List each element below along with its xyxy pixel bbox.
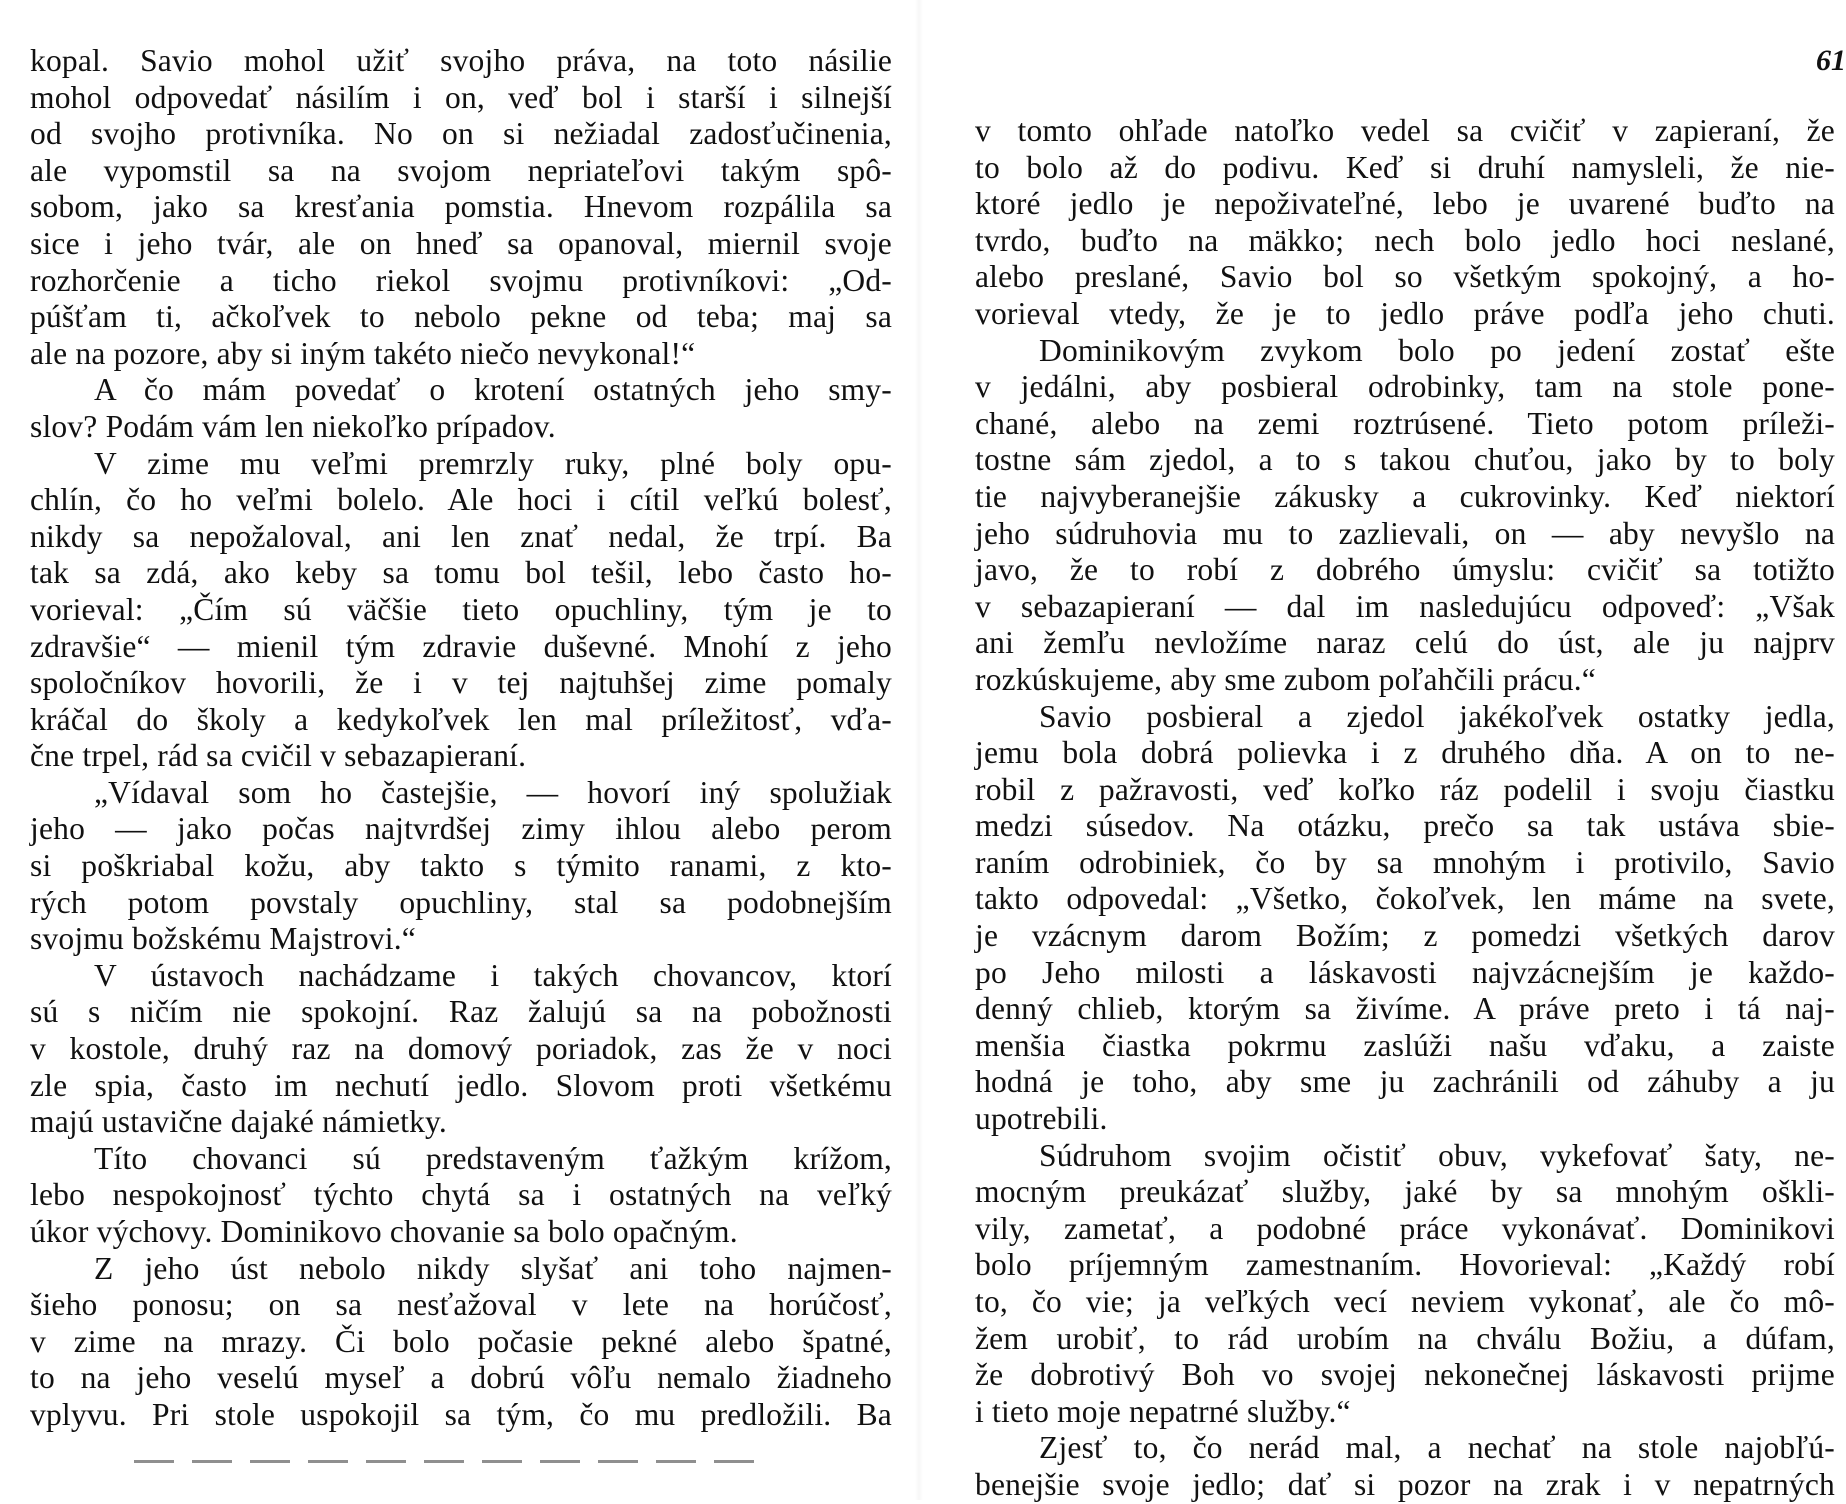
text-line: Súdruhom svojim očistiť obuv, vykefovať šaty, ne- (1039, 1137, 1835, 1173)
text-line: vorieval: „Čím sú väčšie tieto opuchliny, tým je to (30, 591, 892, 627)
text-line: nikdy sa nepožaloval, ani len znať nedal, že trpí. Ba (30, 518, 892, 554)
text-line: zdravšie“ — mienil tým zdravie duševné. Mnohí z jeho (30, 628, 892, 664)
text-line: jeho — jako počas najtvrdšej zimy ihlou alebo perom (30, 811, 892, 847)
text-line: rozhorčenie a ticho riekol svojmu protivníkovi: „Od- (30, 262, 892, 298)
text-line: hodná je toho, aby sme ju zachránili od záhuby a ju (975, 1064, 1835, 1100)
text-line: tie najvyberanejšie zákusky a cukrovinky. Keď niektorí (975, 478, 1835, 514)
text-line: raním odrobiniek, čo by sa mnohým i protivilo, Savio (975, 844, 1835, 880)
text-line: v tomto ohľade natoľko vedel sa cvičiť v zapieraní, že (975, 113, 1835, 148)
text-line: slov? Podám vám len niekoľko prípadov. (30, 408, 556, 444)
text-line: to, čo vie; ja veľkých vecí neviem vykonať, ale čo mô- (975, 1284, 1835, 1319)
text-line: rých potom povstaly opuchliny, stal sa podobnejším (30, 884, 892, 920)
book-gutter (915, 0, 923, 1500)
text-line: púšťam ti, ačkoľvek to nebolo pekne od teba; maj sa (30, 299, 892, 335)
text-line: V ústavoch nachádzame i takých chovancov, ktorí (94, 957, 892, 993)
left-page-text (30, 43, 892, 1434)
text-line: to na jeho veselú myseľ a dobrú vôľu nemalo žiadneho (30, 1360, 892, 1396)
text-line: sobom, jako sa kresťania pomstia. Hnevom rozpálila sa (30, 189, 892, 225)
text-line: ani žemľu nevložíme naraz celú do úst, ale ju najprv (975, 625, 1835, 661)
text-line: že dobrotivý Boh vo svojej nekonečnej láskavosti prijme (975, 1357, 1835, 1393)
text-line: rozkúskujeme, aby sme zubom poľahčili prácu.“ (975, 661, 1596, 697)
text-line: ale vypomstil sa na svojom nepriateľovi takým spô- (30, 152, 892, 188)
left-page (0, 0, 892, 1500)
text-line: vplyvu. Pri stole uspokojil sa tým, čo mu predložili. Ba (30, 1396, 892, 1432)
text-line: medzi súsedov. Na otázku, prečo sa tak ustáva sbie- (975, 808, 1835, 844)
page-number: 61 (1816, 44, 1846, 77)
text-line: v jedálni, aby posbieral odrobinky, tam na stole pone- (975, 369, 1835, 405)
text-line: jeho súdruhovia mu to zazlievali, on — aby nevyšlo na (975, 515, 1835, 551)
footer-rule (134, 1460, 768, 1463)
text-line: si poškriabal kožu, aby takto s týmito ranami, z kto- (30, 848, 892, 884)
text-line: V zime mu veľmi premrzly ruky, plné boly opu- (94, 445, 892, 481)
text-line: Savio posbieral a zjedol jakékoľvek ostatky jedla, (1039, 698, 1835, 734)
text-line: „Vídaval som ho častejšie, — hovorí iný spolužiak (94, 774, 892, 810)
right-page (966, 0, 1846, 1500)
text-line: mocným preukázať služby, jaké by sa mnohým oškli- (975, 1174, 1835, 1210)
text-line: javo, že to robí z dobrého úmyslu: cvičiť sa totižto (975, 552, 1835, 588)
text-line: v zime na mrazy. Či bolo počasie pekné alebo špatné, (30, 1323, 892, 1359)
text-line: svojmu božskému Majstrovi.“ (30, 921, 416, 957)
text-line: alebo preslané, Savio bol so všetkým spokojný, a ho- (975, 259, 1835, 295)
text-line: Títo chovanci sú predstaveným ťažkým krížom, (94, 1140, 892, 1176)
text-line: Zjesť to, čo nerád mal, a nechať na stole najobľú- (1039, 1430, 1835, 1466)
text-line: šieho ponosu; on sa nesťažoval v lete na horúčosť, (30, 1287, 892, 1323)
text-line: vorieval vtedy, že je to jedlo práve podľa jeho chuti. (975, 295, 1835, 331)
text-line: čne trpel, rád sa cvičil v sebazapieraní. (30, 738, 527, 774)
text-line: benejšie svoje jedlo; dať si pozor na zrak i v nepatrných (975, 1466, 1835, 1502)
text-line: úkor výchovy. Dominikovo chovanie sa bolo opačným. (30, 1214, 738, 1249)
text-line: jemu bola dobrá polievka i z druhého dňa. A on to ne- (975, 735, 1835, 771)
text-line: takto odpovedal: „Všetko, čokoľvek, len máme na svete, (975, 881, 1835, 917)
text-line: i tieto moje nepatrné služby.“ (975, 1393, 1351, 1429)
text-line: upotrebili. (975, 1101, 1108, 1137)
text-line: vily, zametať, a podobné práce vykonávať. Dominikovi (975, 1210, 1835, 1246)
text-line: spoločníkov hovorili, že i v tej najtuhšej zime pomaly (30, 665, 892, 701)
text-line: od svojho protivníka. No on si nežiadal zadosťučinenia, (30, 116, 892, 152)
text-line: chlín, čo ho veľmi bolelo. Ale hoci i cítil veľkú bolesť, (30, 482, 892, 518)
text-line: lebo nespokojnosť týchto chytá sa i ostatných na veľký (30, 1177, 892, 1213)
text-line: A čo mám povedať o krotení ostatných jeho smy- (94, 372, 892, 408)
text-line: v kostole, druhý raz na domový poriadok, zas že v noci (30, 1031, 892, 1067)
text-line: to bolo až do podivu. Keď si druhí namysleli, že nie- (975, 149, 1835, 185)
text-line: po Jeho milosti a láskavosti najvzácnejším je každo- (975, 954, 1835, 990)
text-line: tostne sám zjedol, a to s takou chuťou, jako by to boly (975, 442, 1835, 478)
text-line: ale na pozore, aby si iným takéto niečo nevykonal!“ (30, 335, 696, 371)
text-line: majú ustavične dajaké námietky. (30, 1104, 448, 1140)
text-line: chané, alebo na zemi roztrúsené. Tieto potom príleži- (975, 405, 1835, 441)
text-line: kráčal do školy a kedykoľvek len mal príležitosť, vďa- (30, 701, 892, 737)
text-line: kopal. Savio mohol užiť svojho práva, na toto násilie (30, 43, 892, 78)
text-line: mohol odpovedať násilím i on, veď bol i starší i silnejší (30, 79, 892, 115)
text-line: žem urobiť, to rád urobím na chválu Božiu, a dúfam, (975, 1320, 1835, 1356)
text-line: menšia čiastka pokrmu zaslúži našu vďaku, a zaiste (975, 1027, 1835, 1063)
text-line: bolo príjemným zamestnaním. Hovorieval: „Každý robí (975, 1247, 1835, 1283)
text-line: Dominikovým zvykom bolo po jedení zostať ešte (1039, 332, 1835, 368)
text-line: je vzácnym darom Božím; z pomedzi všetkých darov (975, 918, 1835, 954)
text-line: Z jeho úst nebolo nikdy slyšať ani toho najmen- (94, 1250, 892, 1286)
text-line: sú s ničím nie spokojní. Raz žalujú sa na pobožnosti (30, 994, 892, 1030)
text-line: tvrdo, buďto na mäkko; nech bolo jedlo hoci neslané, (975, 222, 1835, 258)
text-line: v sebazapieraní — dal im nasledujúcu odpoveď: „Však (975, 588, 1835, 624)
text-line: ktoré jedlo je nepoživateľné, lebo je uvarené buďto na (975, 186, 1835, 222)
text-line: sice i jeho tvár, ale on hneď sa opanoval, miernil svoje (30, 225, 892, 261)
text-line: denný chlieb, ktorým sa živíme. A práve preto i tá naj- (975, 991, 1835, 1027)
right-page-text (975, 113, 1835, 1504)
text-line: tak sa zdá, ako keby sa tomu bol tešil, lebo často ho- (30, 555, 892, 591)
text-line: robil z pažravosti, veď koľko ráz podelil i svoju čiastku (975, 771, 1835, 807)
text-line: zle spia, často im nechutí jedlo. Slovom proti všetkému (30, 1067, 892, 1103)
